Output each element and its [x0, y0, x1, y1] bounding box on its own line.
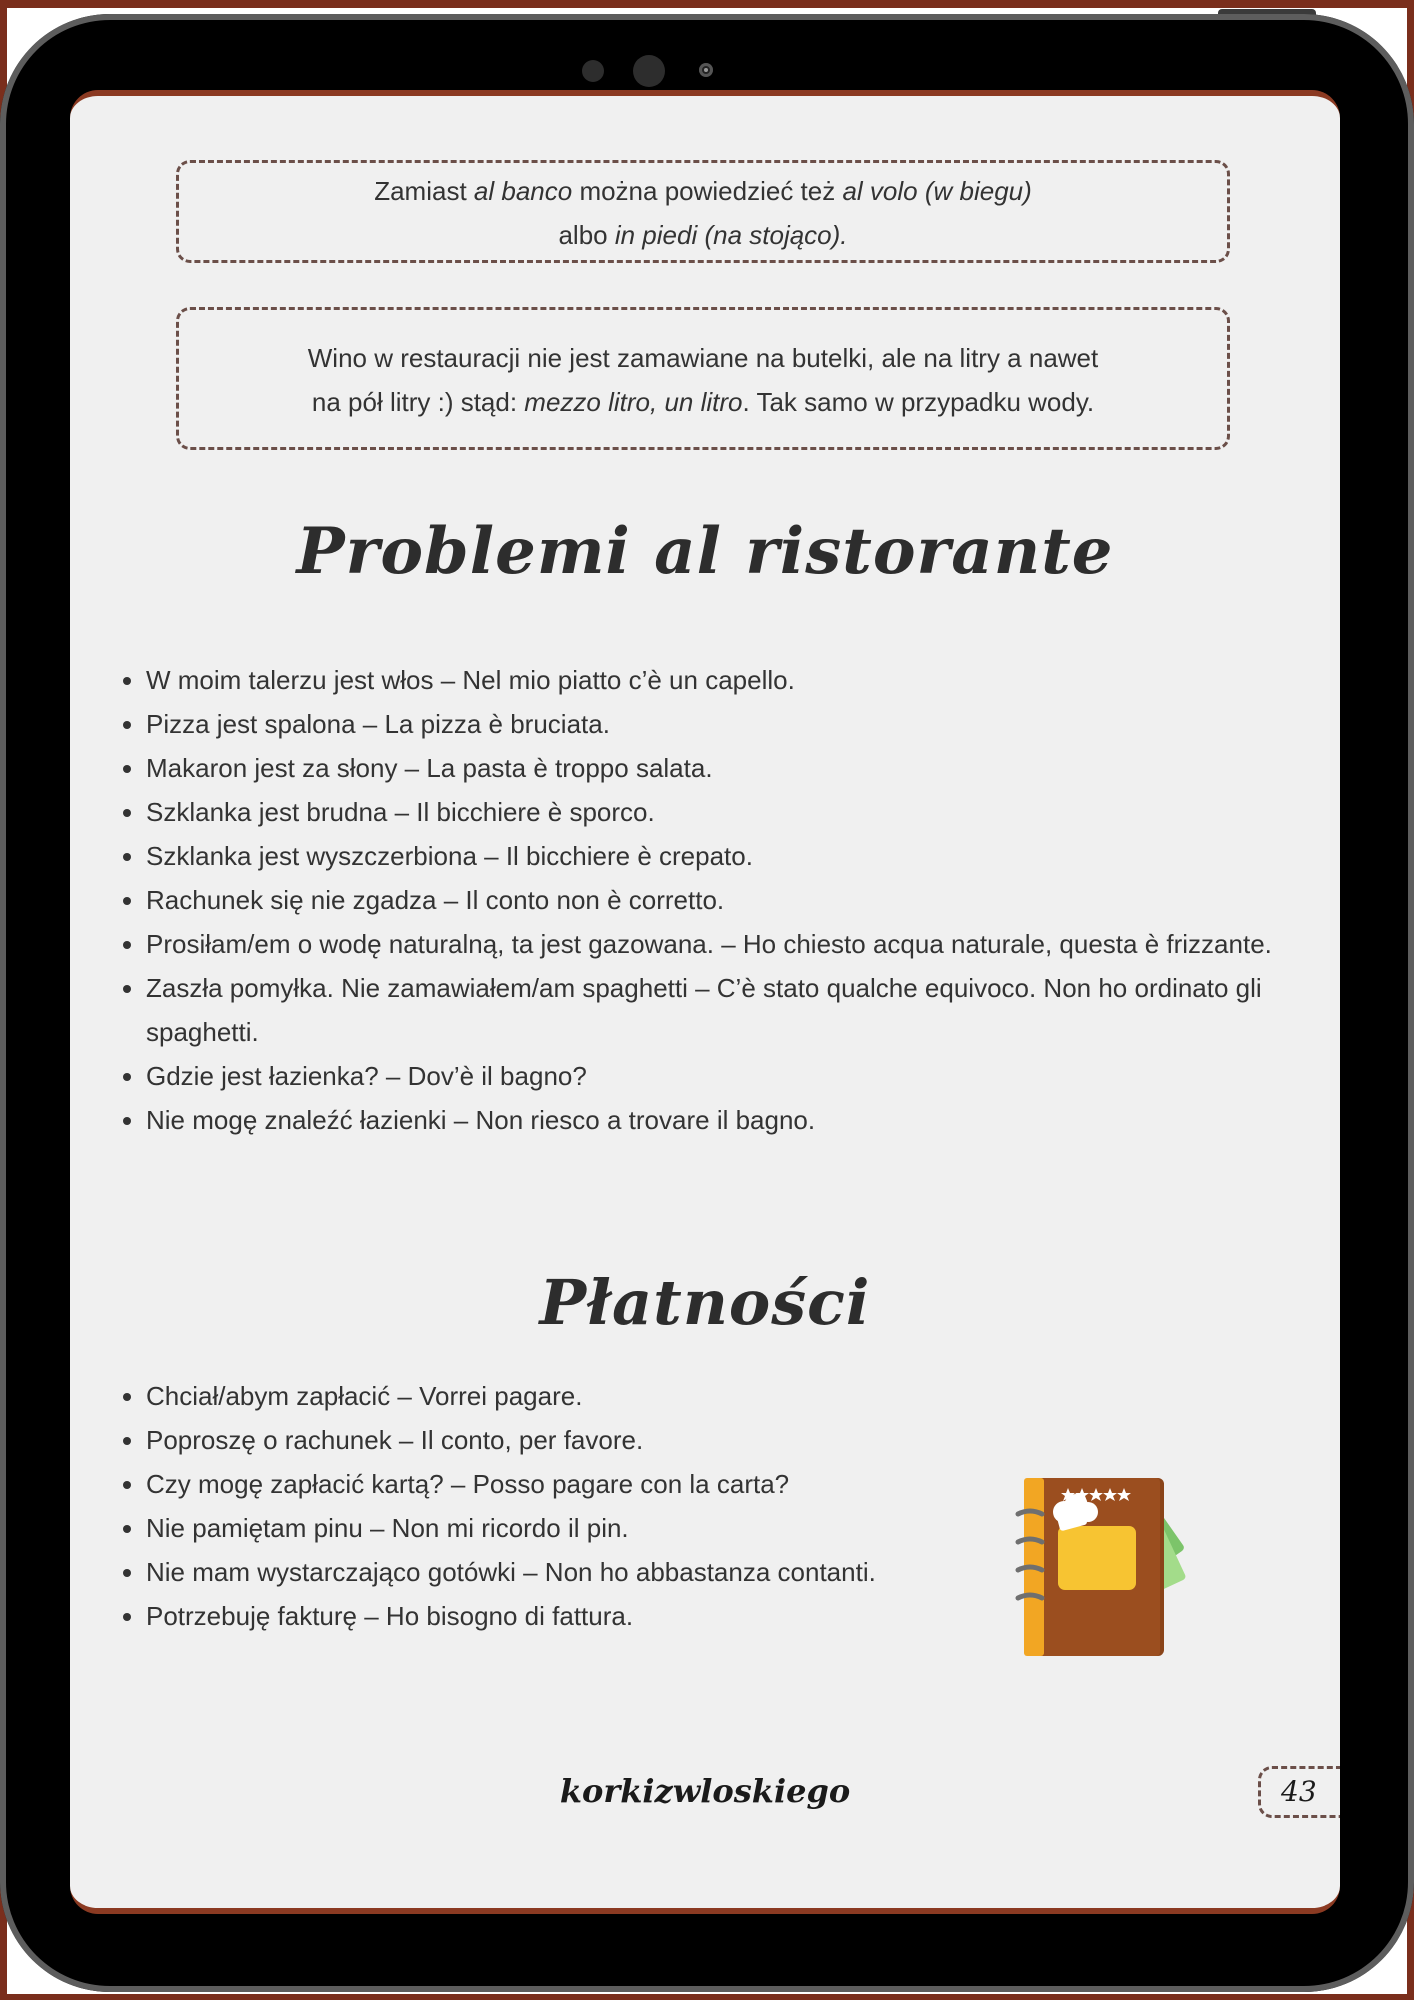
list-item: • Prosiłam/em o wodę naturalną, ta jest gazowana. – Ho chiesto acqua naturale, questa è frizzante. — [146, 922, 1296, 966]
tip-line-1 — [179, 169, 1227, 213]
list-item: • Nie pamiętam pinu – Non mi ricordo il pin. — [146, 1506, 996, 1550]
problems-phrase-list — [108, 658, 1296, 1142]
tablet-screen — [70, 90, 1340, 1914]
tip-text: . Tak samo w przypadku wody. — [742, 387, 1095, 417]
list-item: • Makaron jest za słony – La pasta è troppo salata. — [146, 746, 1296, 790]
list-item: • Pizza jest spalona – La pizza è bruciata. — [146, 702, 1296, 746]
tip-line-1: Wino w restauracji nie jest zamawiane na butelki, ale na litry a nawet — [307, 343, 1099, 373]
list-item: • Poproszę o rachunek – Il conto, per favore. — [146, 1418, 996, 1462]
list-item: • Szklanka jest wyszczerbiona – Il bicchiere è crepato. — [146, 834, 1296, 878]
tip-italic: in piedi (na stojąco). — [614, 220, 848, 250]
menu-book-icon — [1008, 1468, 1208, 1658]
list-item: • Potrzebuję fakturę – Ho bisogno di fattura. — [146, 1594, 996, 1638]
sensor-icon — [582, 60, 604, 82]
tip-italic: al volo (w biegu) — [842, 176, 1032, 206]
tip-box-al-banco — [176, 160, 1230, 263]
brand-logo: korkizwloskiego — [559, 1772, 851, 1810]
list-item: • Szklanka jest brudna – Il bicchiere è sporco. — [146, 790, 1296, 834]
tip-line-2 — [179, 380, 1227, 424]
tip-text: można powiedzieć też — [572, 176, 843, 206]
tip-text: Zamiast — [374, 176, 474, 206]
camera-lens-icon — [699, 63, 713, 77]
list-item: • Nie mogę znaleźć łazienki – Non riesco a trovare il bagno. — [146, 1098, 1296, 1142]
tip-text: albo — [558, 220, 615, 250]
list-item: • Chciał/abym zapłacić – Vorrei pagare. — [146, 1374, 996, 1418]
list-item: • Zaszła pomyłka. Nie zamawiałem/am spaghetti – C’è stato qualche equivoco. Non ho ordinato gli spaghetti. — [146, 966, 1296, 1054]
tip-italic: mezzo litro, un litro — [524, 387, 743, 417]
section-title-payments: Płatności — [539, 1266, 871, 1339]
list-item: • W moim talerzu jest włos – Nel mio piatto c’è un capello. — [146, 658, 1296, 702]
payments-phrase-list — [108, 1374, 996, 1638]
tip-italic: al banco — [473, 176, 573, 206]
front-camera-icon — [633, 55, 665, 87]
list-item: • Czy mogę zapłacić kartą? – Posso pagare con la carta? — [146, 1462, 996, 1506]
tip-line-2 — [179, 213, 1227, 257]
list-item: • Rachunek się nie zgadza – Il conto non è corretto. — [146, 878, 1296, 922]
list-item: • Gdzie jest łazienka? – Dov’è il bagno? — [146, 1054, 1296, 1098]
list-item: • Nie mam wystarczająco gotówki – Non ho abbastanza contanti. — [146, 1550, 996, 1594]
tip-text: na pół litry :) stąd: — [311, 387, 525, 417]
page-number: 43 — [1258, 1766, 1340, 1818]
tip-box-wine — [176, 307, 1230, 450]
section-title-problems: Problemi al ristorante — [296, 514, 1114, 589]
